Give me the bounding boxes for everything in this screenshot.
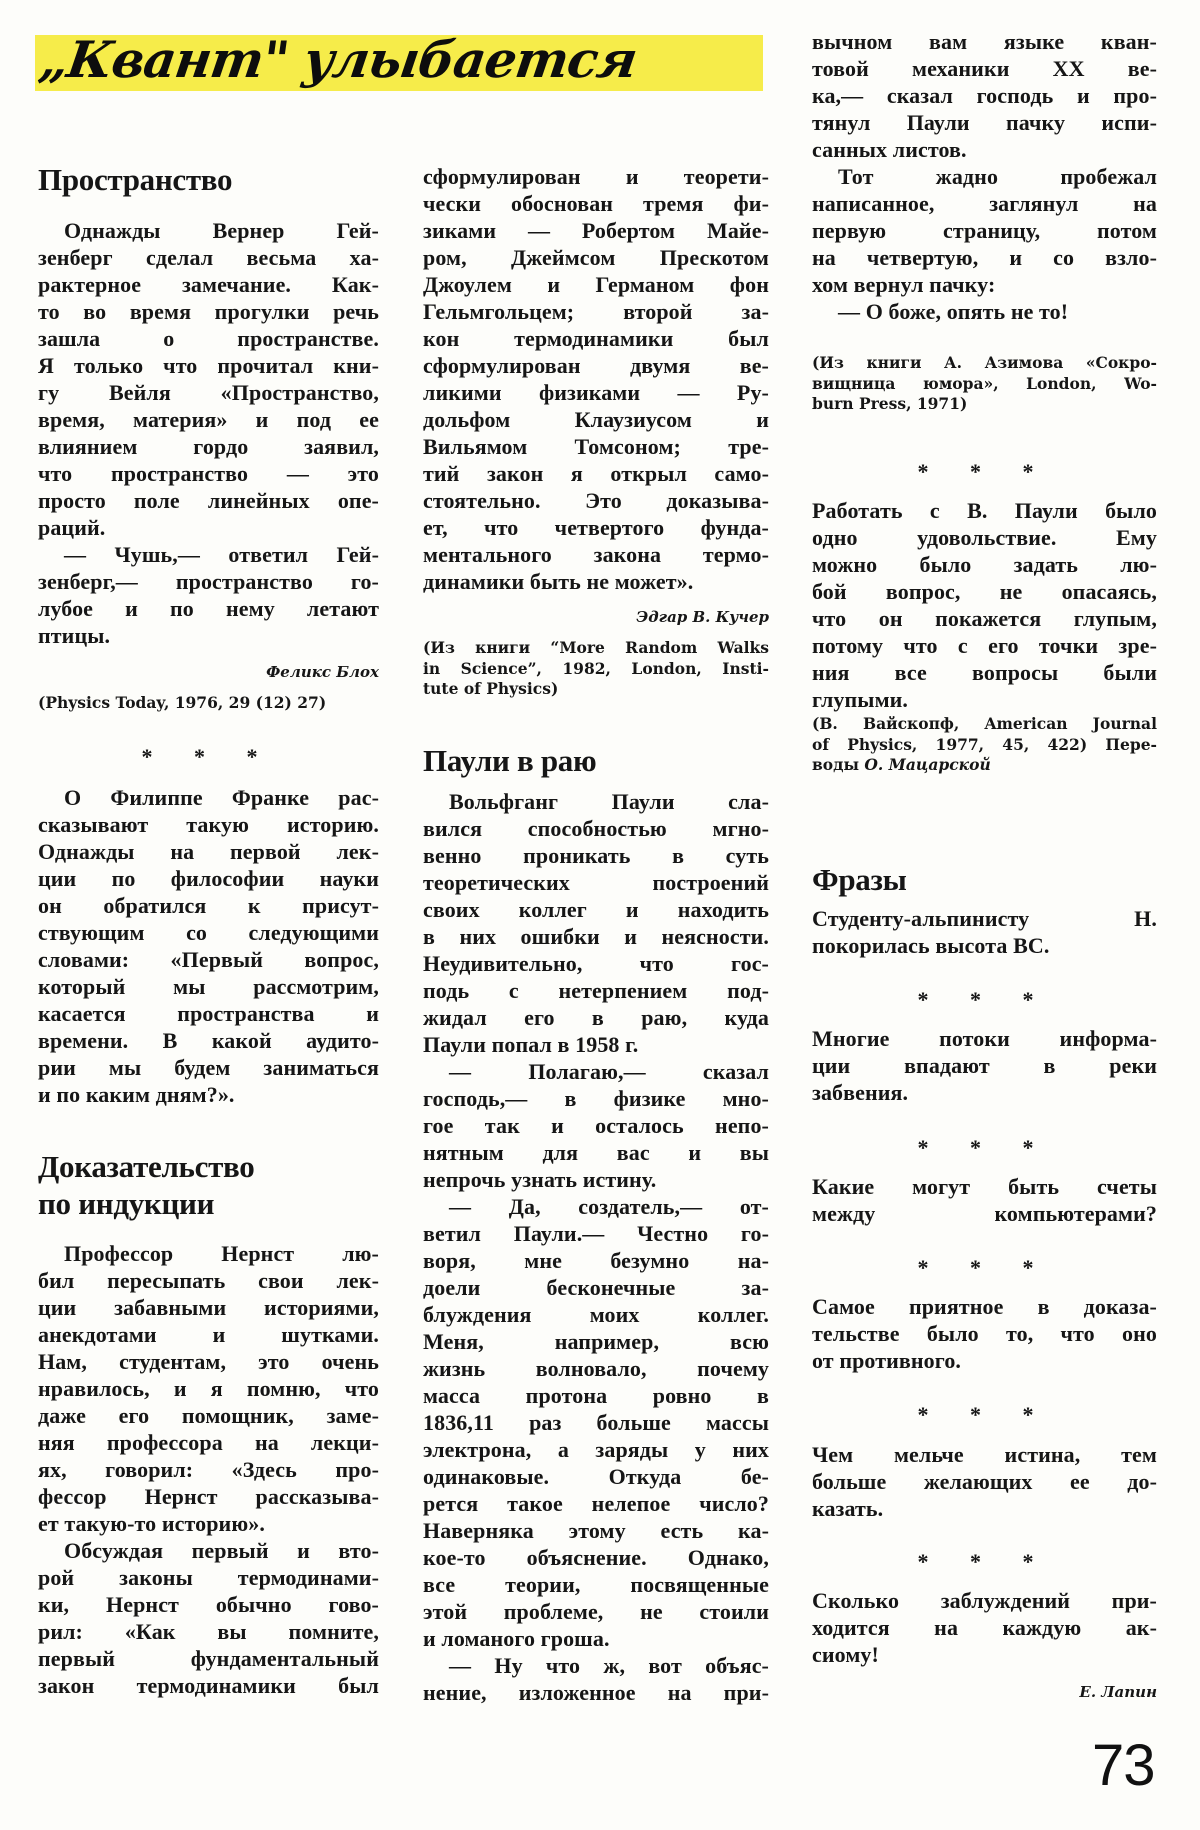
paragraph	[812, 497, 1157, 713]
text-line: стоятельно. Это доказыва-	[423, 488, 769, 513]
text-line: влиянием гордо заявил,	[38, 434, 379, 459]
text-line: раций.	[38, 515, 106, 540]
text-block	[812, 1587, 1157, 1668]
text-line: господь,— в физике мно-	[423, 1086, 769, 1111]
text-line: товой механики XX ве-	[812, 56, 1157, 81]
text-line: теоретических построений	[423, 870, 769, 895]
text-line: время, материя» и под ее	[38, 407, 379, 432]
text-line: анекдотами и шутками.	[38, 1322, 379, 1347]
text-line: что пространство — это	[38, 461, 379, 486]
text-line: Студенту-альпинисту Н.	[812, 906, 1157, 931]
paragraph	[812, 1025, 1157, 1106]
text-line: касается пространства и	[38, 1001, 379, 1026]
text-line: можно было задать лю-	[812, 552, 1157, 577]
text-line: Наверняка этому есть ка-	[423, 1518, 769, 1543]
text-block	[812, 497, 1157, 713]
text-block	[812, 1441, 1157, 1522]
text-line: ции по философии науки	[38, 866, 379, 891]
text-line: зенберг,— пространство го-	[38, 569, 379, 594]
text-block	[812, 1025, 1157, 1106]
citation-text: (Из книги “More Random Walks	[423, 638, 769, 657]
text-line: рактерное замечание. Как-	[38, 272, 379, 297]
text-line: он обратился к присут-	[38, 893, 379, 918]
text-line: жидал его в раю, куда	[423, 1005, 769, 1030]
text-line: зашла о пространстве.	[38, 326, 379, 351]
text-line: дольфом Клаузиусом и	[423, 407, 769, 432]
section-separator: * * *	[917, 1135, 1052, 1160]
text-line: забвения.	[812, 1080, 909, 1105]
section-separator: * * *	[917, 1402, 1052, 1427]
paragraph	[423, 1058, 769, 1193]
text-line: то во время прогулки речь	[38, 299, 379, 324]
paragraph	[38, 1240, 379, 1537]
paragraph	[812, 1293, 1157, 1374]
heading-line: Доказательство	[38, 1149, 255, 1184]
text-line: рой законы термодинами-	[38, 1565, 379, 1590]
text-line: на четвертую, и со взло-	[812, 245, 1157, 270]
author-signature: Эдгар В. Кучер	[636, 608, 769, 626]
text-line: птицы.	[38, 623, 111, 648]
text-line: тий закон я открыл само-	[423, 461, 769, 486]
article-heading	[812, 861, 1157, 898]
text-line: просто поле линейных опе-	[38, 488, 379, 513]
text-block	[812, 905, 1157, 959]
paragraph	[812, 28, 1157, 163]
text-line: рил: «Как вы помните,	[38, 1619, 379, 1644]
text-block	[812, 1293, 1157, 1374]
text-line: между компьютерами?	[812, 1201, 1157, 1226]
text-line: и ломаного гроша.	[423, 1626, 610, 1651]
text-line: масса протона ровно в	[423, 1383, 769, 1408]
citation-text: burn Press, 1971)	[812, 394, 968, 413]
citation-line	[423, 659, 769, 680]
text-line: динамики быть не может».	[423, 569, 694, 594]
paragraph	[423, 788, 769, 1058]
text-block	[38, 217, 379, 649]
text-line: Вольфганг Паули сла-	[449, 789, 769, 814]
text-line: времени. В какой аудито-	[38, 1028, 379, 1053]
text-line: ходится на каждую ак-	[812, 1615, 1157, 1640]
text-line: Работать с В. Паули было	[812, 498, 1157, 523]
text-line: — Чушь,— ответил Гей-	[64, 542, 379, 567]
citation-line	[812, 755, 1157, 776]
text-line: ях, говорил: «Здесь про-	[38, 1457, 379, 1482]
text-line: ния все вопросы были	[812, 660, 1157, 685]
paragraph	[812, 1441, 1157, 1522]
text-line: кое-то объяснение. Однако,	[423, 1545, 769, 1570]
citation-text: in Science”, 1982, London, Insti-	[423, 658, 769, 678]
text-line: рется такое нелепое число?	[423, 1491, 769, 1516]
text-line: гое так и осталось непо-	[423, 1113, 769, 1138]
text-block	[812, 28, 1157, 325]
text-line: Я только что прочитал кни-	[38, 353, 379, 378]
text-line: Неудивительно, что гос-	[423, 951, 769, 976]
citation-line	[423, 679, 769, 700]
page-number: 73	[1092, 1733, 1155, 1798]
text-line: Чем мельче истина, тем	[812, 1442, 1157, 1467]
text-line: в них ошибки и неясности.	[423, 924, 769, 949]
source-citation	[38, 693, 379, 714]
text-line: Джоулем и Германом фон	[423, 272, 769, 297]
section-separator: * * *	[917, 987, 1052, 1012]
text-line: зенберг сделал весьма ха-	[38, 245, 379, 270]
text-line: ментального закона термо-	[423, 542, 769, 567]
text-line: написанное, заглянул на	[812, 191, 1157, 216]
section-separator: * * *	[917, 1549, 1052, 1574]
text-line: доели бесконечные за-	[423, 1275, 769, 1300]
citation-line	[812, 353, 1157, 374]
paragraph	[812, 163, 1157, 298]
text-line: ет такую-то историю».	[38, 1511, 265, 1536]
citation-text: (В. Вайскопф, American Journal	[812, 714, 1157, 733]
text-line: даже его помощник, заме-	[38, 1403, 379, 1428]
text-line: ликими физиками — Ру-	[423, 380, 769, 405]
text-line: венно проникать в суть	[423, 843, 769, 868]
heading-line: Фразы	[812, 862, 907, 897]
article-heading	[423, 742, 769, 779]
citation-text: of Physics, 1977, 45, 422) Пере-	[812, 734, 1157, 754]
text-line: ки, Нернст обычно гово-	[38, 1592, 379, 1617]
paragraph	[38, 541, 379, 649]
text-line: вился способностью мгно-	[423, 816, 769, 841]
text-line: непрочь узнать истину.	[423, 1167, 657, 1192]
text-line: бой вопрос, не опасаясь,	[812, 579, 1157, 604]
citation-line	[423, 638, 769, 659]
text-line: Гельмгольцем; второй за-	[423, 299, 769, 324]
text-line: тянул Паули пачку испи-	[812, 110, 1157, 135]
author-signature: Е. Лапин	[1079, 1683, 1157, 1701]
text-line: покорилась высота ВС.	[812, 933, 1050, 958]
source-citation	[812, 714, 1157, 776]
magazine-section-logo: „Квант" улыбается	[35, 30, 641, 89]
text-line: — Да, создатель,— от-	[449, 1194, 769, 1219]
text-line: — Ну что ж, вот объяс-	[449, 1653, 769, 1678]
text-line: Однажды на первой лек-	[38, 839, 379, 864]
article-heading	[38, 1148, 379, 1222]
text-line: бил пересыпать свои лек-	[38, 1268, 379, 1293]
paragraph	[812, 298, 1157, 325]
text-line: Однажды Вернер Гей-	[64, 218, 379, 243]
paragraph	[423, 1652, 769, 1706]
text-line: который мы рассмотрим,	[38, 974, 379, 999]
text-line: одинаковые. Откуда бе-	[423, 1464, 769, 1489]
text-line: воря, мне безумно на-	[423, 1248, 769, 1273]
heading-line: Паули в раю	[423, 743, 597, 778]
text-line: Вильямом Томсоном; тре-	[423, 434, 769, 459]
text-line: больше желающих ее до-	[812, 1469, 1157, 1494]
text-line: Обсуждая первый и вто-	[64, 1538, 379, 1563]
section-separator: * * *	[141, 744, 276, 769]
text-line: Какие могут быть счеты	[812, 1174, 1157, 1199]
text-line: первый фундаментальный	[38, 1646, 379, 1671]
text-line: электрона, а заряды у них	[423, 1437, 769, 1462]
text-line: 1836,11 раз больше массы	[423, 1410, 769, 1435]
text-line: ет, что четвертого фунда-	[423, 515, 769, 540]
text-line: вычном вам языке кван-	[812, 29, 1157, 54]
text-line: нятным для вас и вы	[423, 1140, 769, 1165]
text-line: нравилось, и я помню, что	[38, 1376, 379, 1401]
citation-text: (Physics Today, 1976, 29 (12) 27)	[38, 693, 327, 712]
text-block	[423, 163, 769, 595]
heading-line: Пространство	[38, 162, 233, 197]
text-line: ции впадают в реки	[812, 1053, 1157, 1078]
text-line: словами: «Первый вопрос,	[38, 947, 379, 972]
text-block	[38, 1240, 379, 1699]
paragraph	[812, 1587, 1157, 1668]
text-line: жизнь волновало, почему	[423, 1356, 769, 1381]
text-line: Самое приятное в доказа-	[812, 1294, 1157, 1319]
text-line: Меня, например, всю	[423, 1329, 769, 1354]
text-line: ка,— сказал господь и про-	[812, 83, 1157, 108]
text-line: первую страницу, потом	[812, 218, 1157, 243]
text-line: зиками — Робертом Майе-	[423, 218, 769, 243]
text-line: блуждения моих коллег.	[423, 1302, 769, 1327]
source-citation	[423, 638, 769, 700]
text-line: закон термодинамики был	[38, 1673, 379, 1698]
citation-line	[812, 374, 1157, 395]
paragraph	[423, 163, 769, 595]
text-line: ром, Джеймсом Прескотом	[423, 245, 769, 270]
text-line: Паули попал в 1958 г.	[423, 1032, 639, 1057]
text-line: все теории, посвященные	[423, 1572, 769, 1597]
paragraph	[812, 905, 1157, 959]
text-line: фессор Нернст рассказыва-	[38, 1484, 379, 1509]
paragraph	[423, 1193, 769, 1652]
citation-line	[812, 714, 1157, 735]
section-separator: * * *	[917, 1255, 1052, 1280]
text-block	[38, 784, 379, 1108]
text-line: няя профессора на лекци-	[38, 1430, 379, 1455]
author-signature: Феликс Блох	[266, 663, 379, 681]
section-separator: * * *	[917, 459, 1052, 484]
text-line: рии мы будем заниматься	[38, 1055, 379, 1080]
text-line: казать.	[812, 1496, 884, 1521]
text-line: санных листов.	[812, 137, 967, 162]
text-line: ветил Паули.— Честно го-	[423, 1221, 769, 1246]
text-line: чески обоснован тремя фи-	[423, 191, 769, 216]
text-line: кон термодинамики был	[423, 326, 769, 351]
citation-line	[812, 394, 1157, 415]
text-line: что он покажется глупым,	[812, 606, 1157, 631]
heading-line: по индукции	[38, 1186, 215, 1221]
text-line: этой проблеме, не стоили	[423, 1599, 769, 1624]
citation-line	[38, 693, 379, 714]
text-line: от противного.	[812, 1348, 962, 1373]
text-line: — Полагаю,— сказал	[449, 1059, 769, 1084]
text-line: ции забавными историями,	[38, 1295, 379, 1320]
text-line: О Филиппе Франке рас-	[64, 785, 379, 810]
translator-name: О. Мацарской	[864, 755, 991, 774]
paragraph	[812, 1173, 1157, 1227]
text-line: своих коллег и находить	[423, 897, 769, 922]
source-citation	[812, 353, 1157, 415]
paragraph	[38, 217, 379, 541]
text-line: Сколько заблуждений при-	[812, 1588, 1157, 1613]
text-line: и по каким дням?».	[38, 1082, 235, 1107]
text-line: Тот жадно пробежал	[838, 164, 1157, 189]
article-heading	[38, 161, 379, 198]
citation-text: вищница юмора», London, Wo-	[812, 373, 1157, 393]
text-line: сформулирован и теорети-	[423, 164, 769, 189]
text-line: потому что с его точки зре-	[812, 633, 1157, 658]
citation-line	[812, 735, 1157, 756]
text-line: сказывают такую историю.	[38, 812, 379, 837]
text-line: сформулирован двумя ве-	[423, 353, 769, 378]
citation-text: tute of Physics)	[423, 679, 559, 698]
text-line: глупыми.	[812, 687, 909, 712]
text-line: гу Вейля «Пространство,	[38, 380, 379, 405]
text-line: Многие потоки информа-	[812, 1026, 1157, 1051]
text-line: ствующим со следующими	[38, 920, 379, 945]
text-line: — О боже, опять не то!	[838, 299, 1069, 324]
text-line: Нам, студентам, это очень	[38, 1349, 379, 1374]
text-line: тельстве было то, что оно	[812, 1321, 1157, 1346]
text-block	[423, 788, 769, 1706]
paragraph	[38, 784, 379, 1108]
citation-text: (Из книги А. Азимова «Сокро-	[812, 353, 1157, 372]
text-line: лубое и по нему летают	[38, 596, 379, 621]
text-line: нение, изложенное на при-	[423, 1680, 769, 1705]
citation-text: воды	[812, 755, 859, 774]
text-line: Профессор Нернст лю-	[64, 1241, 379, 1266]
text-line: одно удовольствие. Ему	[812, 525, 1157, 550]
text-line: подь с нетерпением под-	[423, 978, 769, 1003]
text-block	[812, 1173, 1157, 1227]
paragraph	[38, 1537, 379, 1699]
text-line: сиому!	[812, 1642, 879, 1667]
text-line: хом вернул пачку:	[812, 272, 996, 297]
